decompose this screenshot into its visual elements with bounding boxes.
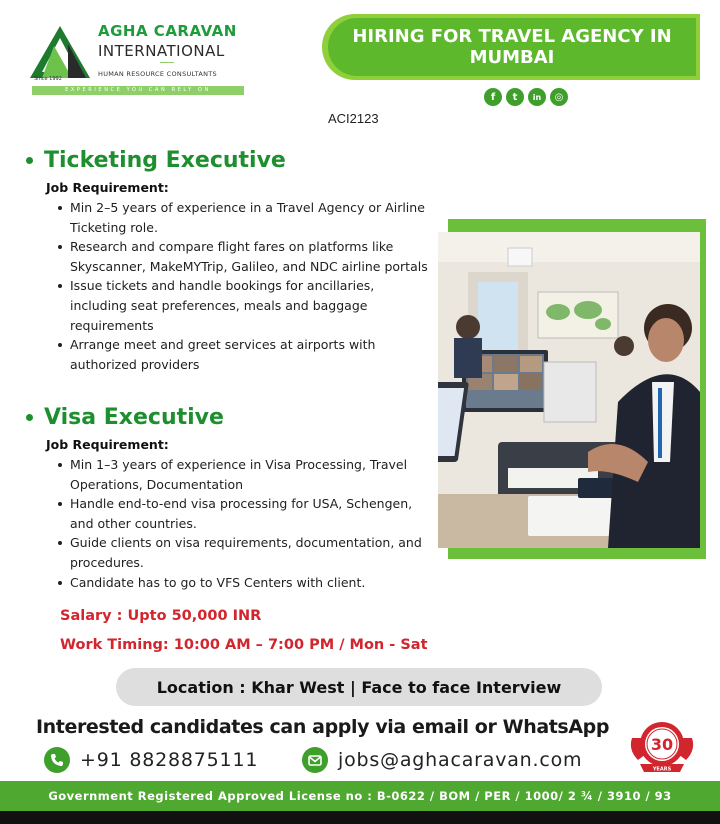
logo-since: Since 1992 [34,76,62,82]
requirement-list [56,455,431,592]
linkedin-icon[interactable]: in [528,88,546,106]
salary-text: Salary : Upto 50,000 INR [60,608,262,624]
logo-divider [160,62,174,63]
instagram-icon[interactable]: ◎ [550,88,568,106]
reference-code: ACI2123 [328,111,379,126]
job-title [22,148,431,173]
list-item: Arrange meet and greet services at airports with authorized providers [56,335,431,374]
logo-tagline: EXPERIENCE YOU CAN RELY ON [32,86,244,95]
list-item: Guide clients on visa requirements, documentation, and procedures. [56,533,431,572]
phone-contact[interactable] [44,747,258,773]
requirement-label: Job Requirement: [46,180,169,195]
license-footer: Government Registered Approved License no : B-0622 / BOM / PER / 1000/ 2 ¾ / 3910 / 93 [0,781,720,811]
office-illustration [438,232,700,548]
bullet-dot [26,157,33,164]
badge-number: 30 [650,735,674,754]
triangle-logo-icon [28,24,92,82]
office-photo [438,232,700,548]
logo-title-line2: INTERNATIONAL [98,42,225,60]
email-address[interactable]: jobs@aghacaravan.com [338,749,583,771]
hiring-banner [322,14,700,80]
job-section-ticketing [22,148,431,374]
job-section-visa [22,405,431,592]
twitter-icon[interactable]: t [506,88,524,106]
facebook-icon[interactable]: f [484,88,502,106]
work-timing-text: Work Timing: 10:00 AM – 7:00 PM / Mon - Sat [60,637,428,653]
job-title-text: Visa Executive [44,405,224,430]
social-links [484,88,568,106]
location-banner: Location : Khar West | Face to face Interview [116,668,602,706]
email-icon [302,747,328,773]
requirement-label: Job Requirement: [46,437,169,452]
bottom-strip [0,811,720,824]
job-title [22,405,431,430]
job-title-text: Ticketing Executive [44,148,286,173]
logo-subtitle: HUMAN RESOURCE CONSULTANTS [98,70,217,78]
anniversary-badge-icon [628,716,696,776]
company-logo [28,20,248,100]
phone-number[interactable]: +91 8828875111 [80,749,259,771]
logo-title-line1: AGHA CARAVAN [98,22,237,40]
list-item: Candidate has to go to VFS Centers with client. [56,573,431,593]
list-item: Research and compare flight fares on platforms like Skyscanner, MakeMYTrip, Galileo, and NDC airline portals [56,237,431,276]
apply-instructions: Interested candidates can apply via email or WhatsApp [36,716,610,738]
phone-icon [44,747,70,773]
list-item: Issue tickets and handle bookings for ancillaries, including seat preferences, meals and baggage requirements [56,276,431,335]
list-item: Min 1–3 years of experience in Visa Processing, Travel Operations, Documentation [56,455,431,494]
requirement-list [56,198,431,374]
list-item: Min 2–5 years of experience in a Travel Agency or Airline Ticketing role. [56,198,431,237]
badge-text: YEARS [652,766,672,773]
list-item: Handle end-to-end visa processing for USA, Schengen, and other countries. [56,494,431,533]
bullet-dot [26,414,33,421]
hiring-banner-text: HIRING FOR TRAVEL AGENCY IN MUMBAI [352,26,672,68]
email-contact[interactable] [302,747,582,773]
